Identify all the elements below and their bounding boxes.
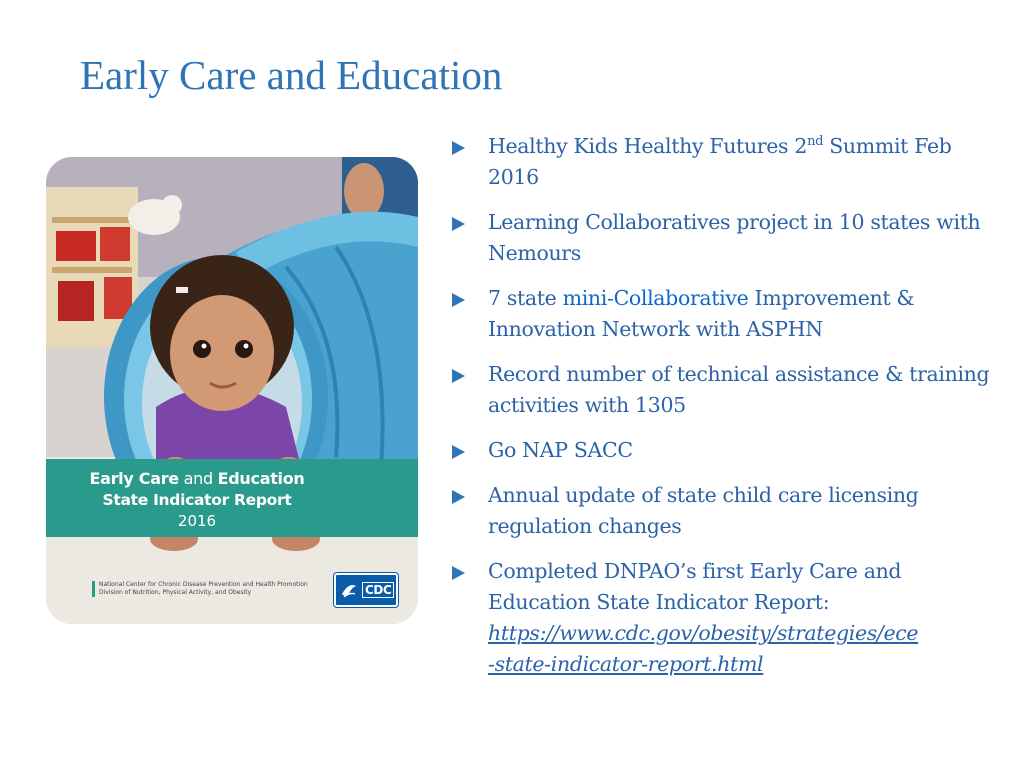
bullet-item-mini-collaborative bbox=[446, 283, 1006, 345]
bullet-arrow-icon bbox=[452, 369, 465, 383]
bullet-highlight-text: mini-Collaborative bbox=[562, 286, 749, 310]
cover-title-band bbox=[46, 459, 418, 537]
cover-year: 2016 bbox=[177, 512, 217, 530]
bullet-arrow-icon bbox=[452, 445, 465, 459]
bullet-text: Annual update of state child care licensing regulation changes bbox=[488, 483, 919, 538]
bullet-arrow-icon bbox=[452, 566, 465, 580]
bullet-item-indicator-report bbox=[446, 556, 1006, 680]
bullet-text: Improvement & Innovation Network with ASPHN bbox=[488, 286, 921, 341]
bullet-text: 7 state bbox=[488, 286, 563, 310]
report-link-part-1[interactable]: https://www.cdc.gov/obesity/strategies/ece bbox=[488, 621, 919, 645]
bullet-text: Learning Collaboratives project in 10 states with Nemours bbox=[488, 210, 981, 265]
report-link-part-2[interactable]: -state-indicator-report.html bbox=[488, 652, 764, 676]
bullet-item-go-nap-sacc bbox=[446, 435, 1006, 466]
report-cover-image bbox=[46, 157, 418, 624]
cdc-logo-text: CDC bbox=[362, 582, 394, 598]
bullet-item-summit bbox=[446, 131, 1006, 193]
slide-title: Early Care and Education bbox=[80, 52, 503, 98]
bullet-superscript: nd bbox=[807, 134, 824, 149]
cover-footer bbox=[92, 581, 337, 597]
cover-footer-center: National Center for Chronic Disease Prevention and Health Promotion bbox=[99, 581, 308, 588]
cover-title-part-and: and bbox=[178, 469, 218, 488]
bullet-list bbox=[446, 131, 1006, 694]
cover-title-part-early-care: Early Care bbox=[89, 469, 179, 488]
bullet-item-technical-assistance bbox=[446, 359, 1006, 421]
bullet-text: Healthy Kids Healthy Futures 2 bbox=[488, 134, 808, 158]
cover-title-line2: State Indicator Report bbox=[102, 491, 292, 509]
bullet-text: Completed DNPAO’s first Early Care and Education State Indicator Report: bbox=[488, 559, 902, 614]
report-link[interactable] bbox=[488, 621, 918, 676]
bullet-arrow-icon bbox=[452, 490, 465, 504]
cdc-logo bbox=[334, 573, 398, 607]
bullet-item-annual-update bbox=[446, 480, 1006, 542]
bullet-arrow-icon bbox=[452, 141, 465, 155]
cover-photo bbox=[46, 157, 418, 624]
hhs-eagle-icon bbox=[340, 580, 358, 600]
bullet-arrow-icon bbox=[452, 293, 465, 307]
cover-footer-division: Division of Nutrition, Physical Activity, and Obesity bbox=[99, 589, 252, 596]
cover-title-line1 bbox=[46, 469, 348, 488]
bullet-item-learning-collaboratives bbox=[446, 207, 1006, 269]
cover-title-part-education: Education bbox=[217, 469, 305, 488]
bullet-text: Summit Feb 2016 bbox=[488, 134, 952, 189]
bullet-text: Record number of technical assistance & training activities with 1305 bbox=[488, 362, 990, 417]
bullet-text: Go NAP SACC bbox=[488, 438, 633, 462]
bullet-arrow-icon bbox=[452, 217, 465, 231]
